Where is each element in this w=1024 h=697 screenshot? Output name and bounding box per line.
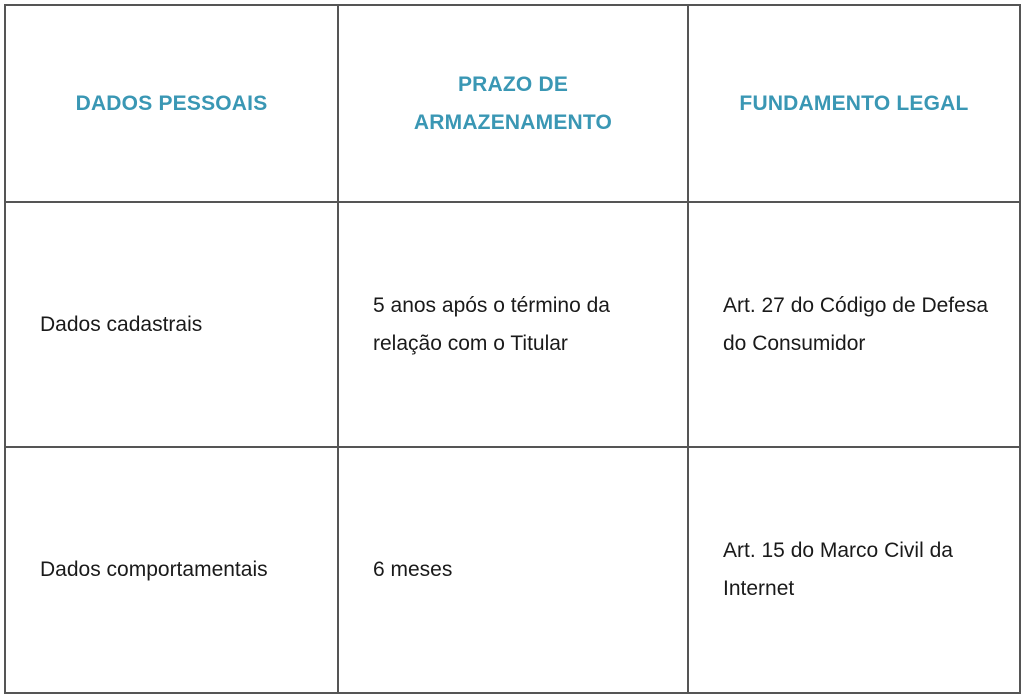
table-row <box>5 202 1020 447</box>
header-prazo-armazenamento: PRAZO DE ARMAZENAMENTO <box>338 5 688 202</box>
table-header-row <box>5 5 1020 202</box>
cell-prazo: 6 meses <box>338 447 688 693</box>
cell-prazo: 5 anos após o término da relação com o Titular <box>338 202 688 447</box>
header-fundamento-legal: FUNDAMENTO LEGAL <box>688 5 1020 202</box>
cell-fundamento: Art. 15 do Marco Civil da Internet <box>688 447 1020 693</box>
table-row <box>5 447 1020 693</box>
data-retention-table-container <box>4 4 1019 692</box>
data-retention-table <box>4 4 1021 694</box>
cell-fundamento: Art. 27 do Código de Defesa do Consumidor <box>688 202 1020 447</box>
header-dados-pessoais: DADOS PESSOAIS <box>5 5 338 202</box>
cell-dados: Dados comportamentais <box>5 447 338 693</box>
cell-dados: Dados cadastrais <box>5 202 338 447</box>
